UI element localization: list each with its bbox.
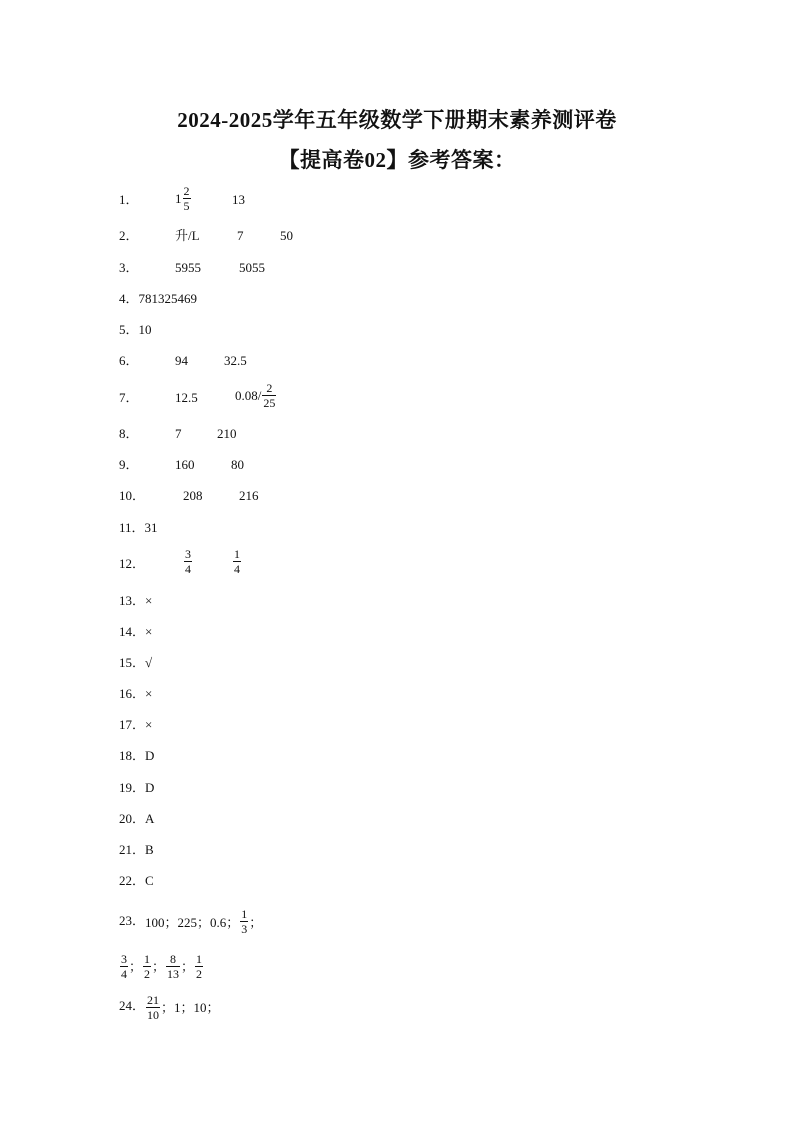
answer-line-4 — [119, 289, 197, 309]
answer-value: 12.5 — [175, 390, 198, 405]
answer-line-8 — [119, 424, 237, 444]
answer-prefix: 0.08/ — [235, 387, 262, 403]
whole-part: 1 — [175, 190, 182, 206]
answer-line-12 — [119, 547, 240, 576]
answer-value: 31 — [144, 520, 158, 535]
answer-value: 100；225；0.6； — [145, 914, 240, 930]
answer-value: 升/L — [175, 228, 200, 243]
answer-value: D — [145, 780, 155, 795]
answer-value: D — [145, 748, 155, 763]
separator: ； — [129, 958, 143, 974]
answer-fraction — [183, 547, 193, 576]
answer-value: × — [145, 686, 153, 701]
answer-fraction-combo — [235, 381, 277, 410]
separator: ； — [152, 958, 166, 974]
answer-mixed-fraction — [175, 184, 192, 213]
answer-number: 10． — [119, 488, 146, 503]
answer-number: 3． — [119, 260, 139, 275]
answer-value: 50 — [280, 228, 293, 243]
answer-number: 19． — [119, 780, 146, 795]
answer-number: 23． — [119, 913, 146, 929]
answer-number: 8． — [119, 426, 139, 441]
answer-number: 2． — [119, 228, 139, 243]
answer-number: 1． — [119, 192, 139, 207]
answer-line-13 — [119, 591, 152, 611]
answer-line-3 — [119, 258, 265, 278]
answer-line-15 — [119, 653, 152, 673]
fraction: $\frac{3}{4}$ — [185, 547, 191, 576]
answer-line-6 — [119, 351, 247, 371]
answer-number: 5． — [119, 322, 139, 337]
answer-number: 17． — [119, 717, 146, 732]
fraction: $\frac{8}{13}$ — [167, 952, 180, 981]
answer-value: 94 — [175, 353, 188, 368]
answer-line-24 — [119, 993, 220, 1022]
answer-value: 80 — [231, 457, 244, 472]
answer-line-7 — [119, 381, 276, 410]
answer-value: 781325469 — [138, 291, 198, 306]
answer-line-21 — [119, 840, 154, 860]
answer-value: 210 — [217, 426, 237, 441]
answer-value: × — [145, 624, 153, 639]
answer-value: C — [145, 873, 154, 888]
answer-line-10 — [119, 486, 259, 506]
answer-line-1 — [119, 184, 245, 213]
answer-line-22 — [119, 871, 154, 891]
fraction: $\frac{1}{2}$ — [196, 952, 203, 981]
answer-value: 216 — [239, 488, 259, 503]
separator: ； — [181, 958, 195, 974]
answer-value: 5055 — [239, 260, 265, 275]
answer-value: 13 — [232, 192, 245, 207]
answer-line-11 — [119, 518, 158, 538]
answer-number: 6． — [119, 353, 139, 368]
document-title: 2024-2025学年五年级数学下册期末素养测评卷 — [177, 108, 617, 132]
answer-number: 9． — [119, 457, 139, 472]
fraction: $\frac{21}{10}$ — [147, 993, 160, 1022]
separator: ； — [249, 914, 263, 930]
answer-number: 21． — [119, 842, 146, 857]
answer-value: A — [145, 811, 155, 826]
answer-number: 7． — [119, 390, 139, 405]
answer-line-23-continued — [119, 952, 204, 981]
answer-number: 22． — [119, 873, 146, 888]
answer-number: 16． — [119, 686, 146, 701]
answer-number: 11． — [119, 520, 145, 535]
answer-line-19 — [119, 778, 154, 798]
answer-line-18 — [119, 746, 154, 766]
answer-value: 7 — [175, 426, 182, 441]
fraction: $\frac{3}{4}$ — [121, 952, 127, 981]
answer-value: × — [145, 717, 153, 732]
answer-value: 208 — [183, 488, 203, 503]
answer-number: 12． — [119, 556, 146, 571]
answer-number: 20． — [119, 811, 146, 826]
answer-number: 13． — [119, 593, 146, 608]
fraction: $\frac{1}{2}$ — [144, 952, 151, 981]
answer-value: ；1；10； — [161, 999, 220, 1015]
answer-line-5 — [119, 320, 152, 340]
answer-line-14 — [119, 622, 152, 642]
answer-number: 15． — [119, 655, 146, 670]
fraction: $\frac{2}{5}$ — [183, 184, 190, 213]
fraction: $\frac{1}{4}$ — [234, 547, 240, 576]
answer-number: 14． — [119, 624, 146, 639]
answer-value: 10 — [138, 322, 152, 337]
fraction: $\frac{2}{25}$ — [263, 381, 276, 410]
fraction: $\frac{1}{3}$ — [241, 907, 248, 936]
answer-value: 32.5 — [224, 353, 247, 368]
answer-value: B — [145, 842, 154, 857]
answer-value: 160 — [175, 457, 195, 472]
answer-fraction — [232, 547, 242, 576]
answer-value: 7 — [237, 228, 244, 243]
answer-line-23 — [119, 907, 263, 936]
answer-line-9 — [119, 455, 244, 475]
answer-number: 24． — [119, 998, 146, 1014]
answer-value: 5955 — [175, 260, 201, 275]
answer-number: 4． — [119, 291, 139, 306]
answer-line-20 — [119, 809, 154, 829]
answer-line-17 — [119, 715, 152, 735]
answer-line-16 — [119, 684, 152, 704]
document-subtitle: 【提高卷02】参考答案： — [278, 148, 516, 172]
answer-number: 18． — [119, 748, 146, 763]
answer-line-2 — [119, 226, 293, 246]
answer-value: √ — [145, 655, 153, 670]
answer-value: × — [145, 593, 153, 608]
